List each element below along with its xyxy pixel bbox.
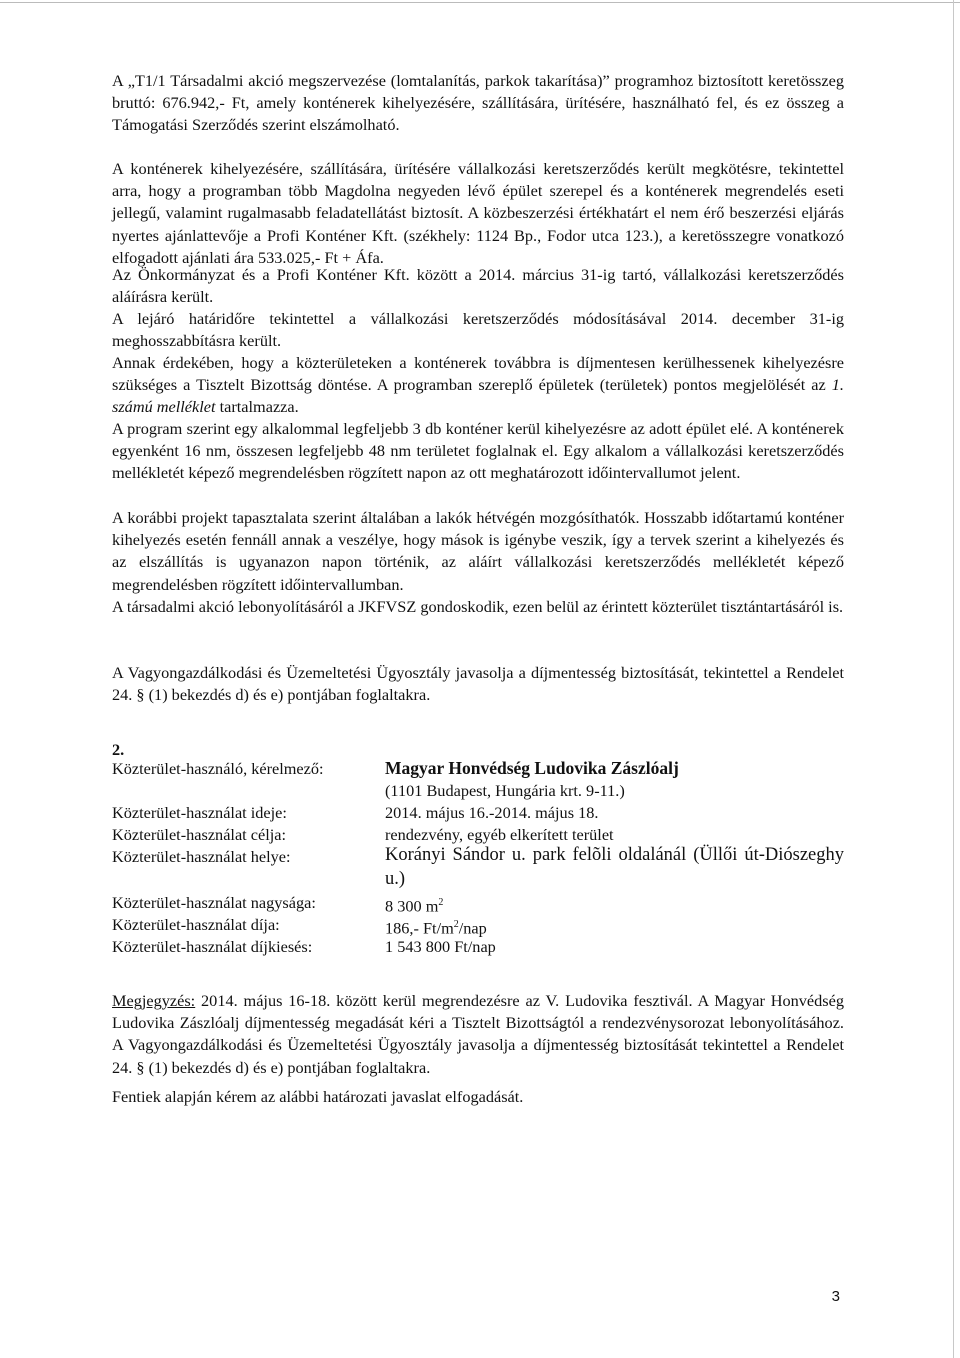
usage-time-label: Közterület-használat ideje: — [112, 803, 287, 822]
usage-fee-amount: 186,- Ft/m — [385, 918, 454, 938]
committee-decision-tail: tartalmazza. — [215, 397, 299, 417]
usage-purpose-label: Közterület-használat célja: — [112, 825, 287, 844]
note-paragraph — [112, 990, 844, 1079]
usage-place-value: Korányi Sándor u. park felõli oldalánál (Üllői út-Diószeghy u.) — [385, 845, 844, 889]
usage-size-label: Közterület-használat nagysága: — [112, 893, 316, 912]
paragraph-previous-experience: A korábbi projekt tapasztalata szerint általában a lakók hétvégén mozgósíthatók. Hosszabb időtartamú konténer kihelyezés esetén fennáll annak a veszélye, hogy mások is igénybe veszik, így a tervek szerint a kihelyezés és az elszállítás is ugyanazon napon történik, az aláírt vállalkozási keretszerződés mellékletét képező megrendelésben rögzített időintervallumban. — [112, 508, 844, 594]
applicant-label: Közterület-használó, kérelmező: — [112, 759, 324, 778]
usage-purpose-value: rendezvény, egyéb elkerített terület — [385, 825, 614, 844]
note-text: 2014. május 16-18. között kerül megrendezésre az V. Ludovika fesztivál. A Magyar Honvédség Ludovika Zászlóalj díjmentesség megadását kéri a Tisztelt Bizottságtól a rendezvénysorozat lebonyolításához. A Vagyongazdálkodási és Üzemeltetési Ügyosztály javasolja a díjmentesség biztosítását tekintettel a Rendelet 24. § (1) bekezdés d) és e) pontjában foglaltakra. — [112, 991, 844, 1077]
applicant-address: (1101 Budapest, Hungária krt. 9-11.) — [385, 781, 625, 800]
paragraph-program-budget: A „T1/1 Társadalmi akció megszervezése (lomtalanítás, parkok takarítása)” programhoz biztosított keretösszeg bruttó: 676.942,- Ft, amely konténerek kihelyezésére, szállítására, ürítésére, használható fel, és ez összeg a Támogatási Szerződés szerint elszámolható. — [112, 71, 844, 135]
applicant-name: Magyar Honvédség Ludovika Zászlóalj — [385, 758, 679, 778]
paragraph-contract-signed: Az Önkormányzat és a Profi Konténer Kft. között a 2014. március 31-ig tartó, vállalkozási keretszerződés aláírásra került. — [112, 265, 844, 307]
paragraph-department-recommendation: A Vagyongazdálkodási és Üzemeltetési Ügyosztály javasolja a díjmentesség biztosítását, tekintettel a Rendelet 24. § (1) bekezdés d) és e) pontjában foglaltakra. — [112, 663, 844, 705]
scan-right-border — [953, 0, 954, 1358]
closing-sentence: Fentiek alapján kérem az alábbi határozati javaslat elfogadását. — [112, 1087, 524, 1106]
committee-decision-text: Annak érdekében, hogy a közterületeken a konténerek továbbra is díjmentesen kerülhessenek kihelyezésre szükséges a Tisztelt Bizottság döntése. A programban szereplő épületek (területek) pontos megjelölését az — [112, 353, 844, 395]
usage-fee-loss-value: 1 543 800 Ft/nap — [385, 937, 496, 956]
note-label: Megjegyzés: — [112, 991, 196, 1010]
page-number: 3 — [831, 1288, 840, 1305]
usage-fee-unit-exponent: 2 — [453, 919, 459, 930]
paragraph-cleaning-responsibility: A társadalmi akció lebonyolításáról a JKFVSZ gondoskodik, ezen belül az érintett közterület tisztántartásáról is. — [112, 597, 844, 616]
usage-time-value: 2014. május 16.-2014. május 18. — [385, 803, 599, 822]
paragraph-contract-extension: A lejáró határidőre tekintettel a vállalkozási keretszerződés módosításával 2014. december 31-ig meghosszabbításra került. — [112, 309, 844, 351]
section-number: 2. — [112, 740, 125, 759]
scan-top-border — [0, 2, 960, 3]
paragraph-committee-decision — [112, 352, 844, 419]
usage-place-label: Közterület-használat helye: — [112, 847, 291, 866]
annex-reference: 1. számú melléklet — [112, 375, 844, 417]
usage-fee-per-day: /nap — [458, 918, 487, 938]
paragraph-framework-contract: A konténerek kihelyezésére, szállítására, ürítésére vállalkozási keretszerződés került megkötésre, tekintettel arra, hogy a programban több Magdolna negyeden lévő épület szerepel és a konténerek megrendelés eseti jellegű, valamint rugalmasabb feladatellátást biztosít. A közbeszerzési értékhatárt el nem érő beszerzési eljárás nyertes ajánlattevője a Profi Konténer Kft. (székhely: 1124 Bp., Fodor utca 123.), a keretösszegre vonatkozó elfogadott ajánlati ára 533.025,- Ft + Áfa. — [112, 159, 844, 267]
usage-size-number: 8 300 m — [385, 896, 439, 916]
usage-fee-label: Közterület-használat díja: — [112, 915, 280, 934]
usage-size-unit-exponent: 2 — [438, 897, 444, 908]
usage-fee-loss-label: Közterület-használat díjkiesés: — [112, 937, 313, 956]
paragraph-container-placement: A program szerint egy alkalommal legfeljebb 3 db konténer kerül kihelyezésre az adott épület elé. A konténerek egyenként 16 nm, összesen legfeljebb 48 nm területet foglalnak el. Egy alkalom a vállalkozási keretszerződés mellékletét képező megrendelésben rögzített napon az ott meghatározott időintervallumot jelent. — [112, 419, 844, 483]
